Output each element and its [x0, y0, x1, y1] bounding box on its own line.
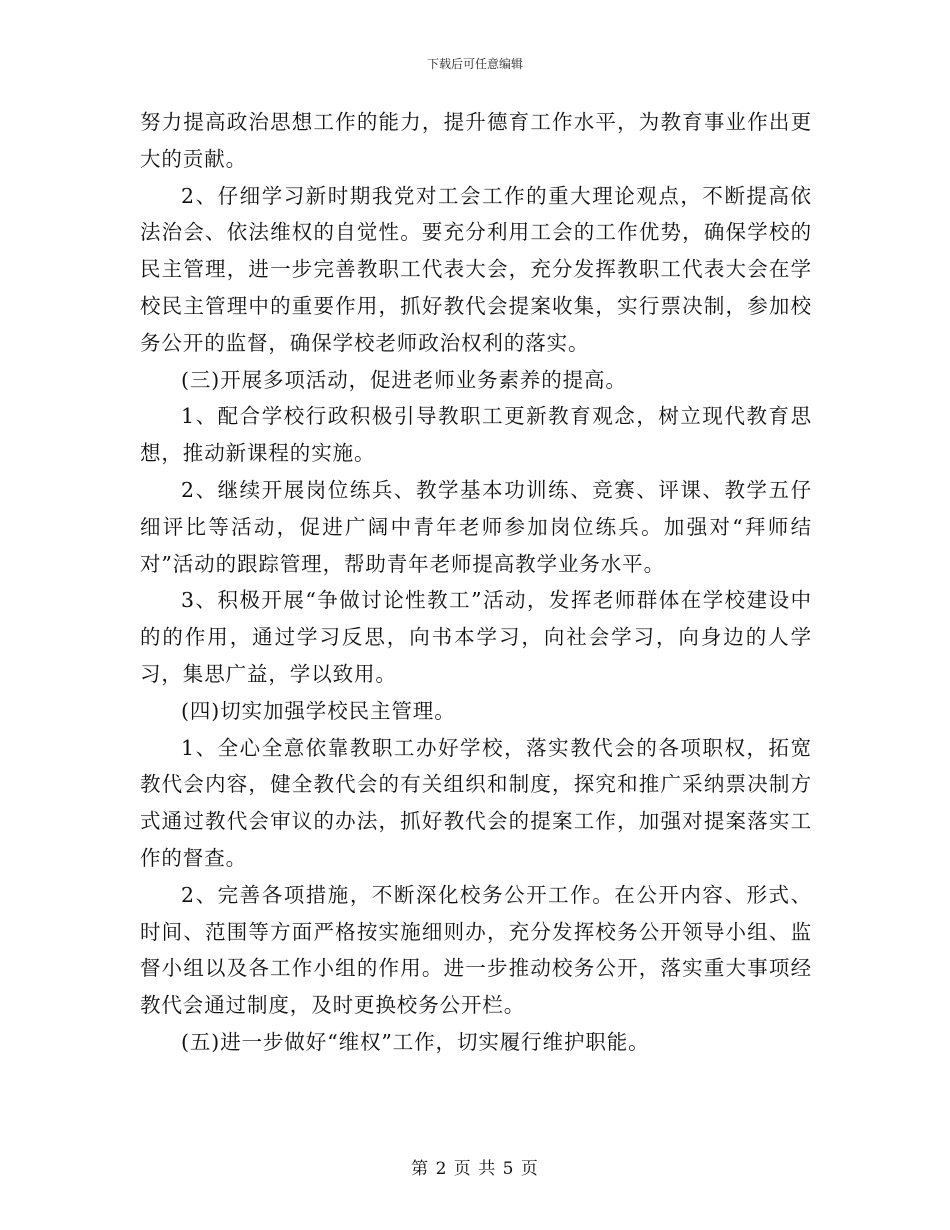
paragraph: 1、全心全意依靠教职工办好学校，落实教代会的各项职权，拓宽教代会内容，健全教代会的有关组织和制度，探究和推广采纳票决制方式通过教代会审议的办法，抓好教代会的提案工作，加强对提案落实工作的督查。 [140, 735, 812, 870]
page-number: 第 2 页 共 5 页 [411, 1159, 539, 1179]
section-heading: (四)切实加强学校民主管理。 [181, 698, 456, 723]
document-body [140, 104, 812, 1061]
paragraph: 2、仔细学习新时期我党对工会工作的重大理论观点，不断提高依法治会、依法维权的自觉性。要充分利用工会的工作优势，确保学校的民主管理，进一步完善教职工代表大会，充分发挥教职工代表大会在学校民主管理中的重要作用，抓好教代会提案收集，实行票决制，参加校务公开的监督，确保学校老师政治权利的落实。 [140, 183, 812, 355]
paragraph: 2、完善各项措施，不断深化校务公开工作。在公开内容、形式、时间、范围等方面严格按实施细则办，充分发挥校务公开领导小组、监督小组以及各工作小组的作用。进一步推动校务公开，落实重大事项经教代会通过制度，及时更换校务公开栏。 [140, 882, 812, 1018]
page-header-note: 下载后可任意编辑 [426, 57, 523, 71]
paragraph: 3、积极开展“争做讨论性教工”活动，发挥老师群体在学校建设中的的作用，通过学习反思，向书本学习，向社会学习，向身边的人学习，集思广益，学以致用。 [140, 588, 812, 686]
paragraph: 1、配合学校行政积极引导教职工更新教育观念，树立现代教育思想，推动新课程的实施。 [140, 404, 812, 466]
paragraph: 2、继续开展岗位练兵、教学基本功训练、竞赛、评课、教学五仔细评比等活动，促进广阔中青年老师参加岗位练兵。加强对“拜师结对”活动的跟踪管理，帮助青年老师提高教学业务水平。 [140, 477, 812, 576]
section-heading: (五)进一步做好“维权”工作，切实履行维护职能。 [181, 1029, 650, 1054]
section-heading: (三)开展多项活动，促进老师业务素养的提高。 [181, 367, 627, 392]
paragraph-continuation: 努力提高政治思想工作的能力，提升德育工作水平，为教育事业作出更大的贡献。 [140, 110, 812, 171]
